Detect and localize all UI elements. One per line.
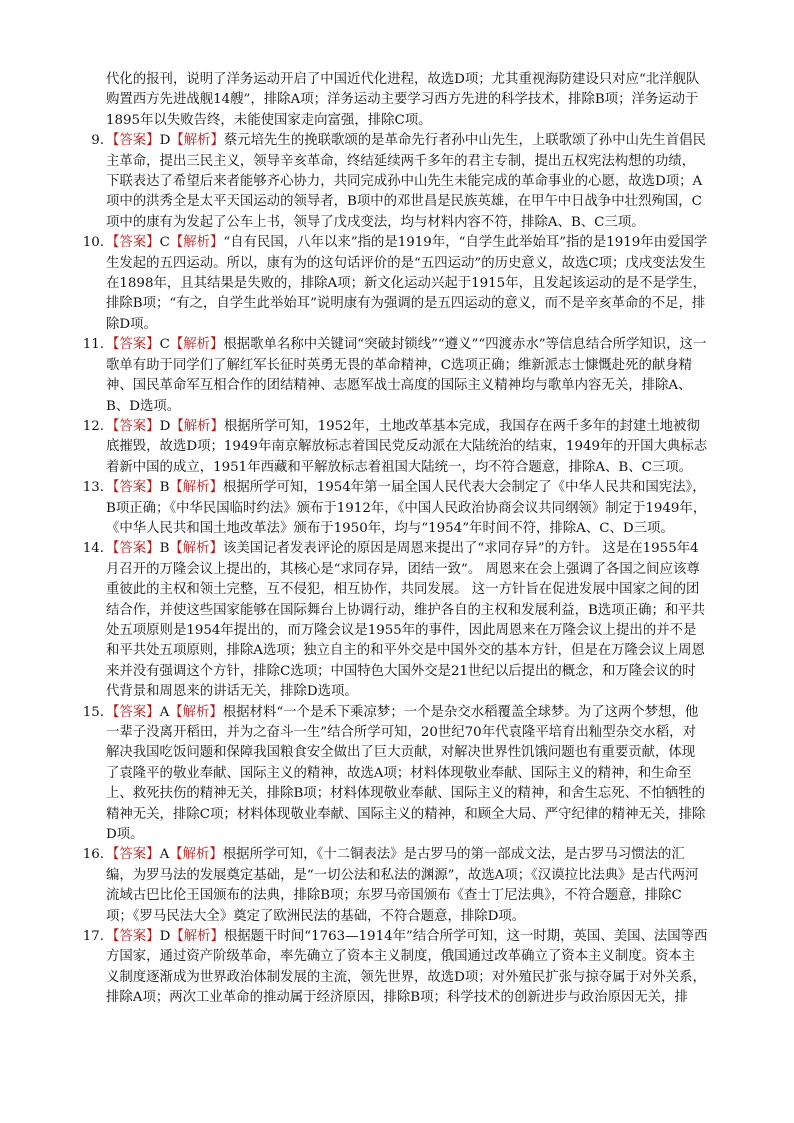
answer-letter: B [159,480,170,496]
question-number: 16. [82,847,104,863]
answer-label: 【答案】 [106,929,160,945]
question-number: 14. [82,541,104,557]
continued-paragraph: 代化的报刊，说明了洋务运动开启了中国近代化进程，故选D项；尤其重视海防建设只对应“北洋舰队购置西方先进战舰14艘”，排除A项；洋务运动主要学习西方先进的科学技术，排除B项；洋务运动于1895年以失败告终，未能使国家走向富强，排除C项。 [106,72,700,128]
question-item [80,703,708,846]
answer-label: 【答案】 [106,133,160,149]
question-list [80,131,708,1008]
analysis-text: 根据所学可知，《十二铜表法》是古罗马的第一部成文法，是古罗马习惯法的汇编，为罗马法的发展奠定基础，是“一切公法和私法的渊源”，故选A项；《汉谟拉比法典》是古代两河流域古巴比伦王国颁布的法典，排除B项；东罗马帝国颁布《查士丁尼法典》，不符合题意，排除C项；《罗马民法大全》奠定了欧洲民法的基础，不符合题意，排除D项。 [106,847,699,924]
answer-letter: B [159,541,170,557]
answer-letter: C [159,235,170,251]
answer-paragraph [106,335,708,417]
analysis-label: 【解析】 [169,704,223,720]
answer-paragraph [106,478,708,539]
answer-letter: D [159,418,171,434]
question-number: 12. [82,418,104,434]
answer-paragraph [106,845,708,927]
analysis-label: 【解析】 [169,480,223,496]
answer-paragraph [106,539,708,702]
analysis-label: 【解析】 [169,337,224,353]
analysis-label: 【解析】 [170,133,224,149]
answer-paragraph [106,131,708,233]
analysis-text: “自有民国，八年以来”指的是1919年，“自学生此举始耳”指的是1919年由爱国学生发起的五四运动。所以，康有为的这句话评价的是“五四运动”的历史意义，故选C项；戊戌变法发生在1898年，且其结果是失败的，排除A项；新文化运动兴起于1915年，且发起该运动的是不是学生，排除B项；“有之，自学生此举始耳”说明康有为强调的是五四运动的意义，而不是辛亥革命的不足，排除D项。 [106,235,708,332]
question-item [80,233,708,335]
answer-letter: D [159,929,171,945]
answer-letter: A [159,704,170,720]
question-item [80,131,708,233]
question-number: 10. [82,235,104,251]
question-item [80,335,708,417]
analysis-text: 根据所学可知，1954年第一届全国人民代表大会制定了《中华人民共和国宪法》，B项正确；《中华民国临时约法》颁布于1912年，《中国人民政治协商会议共同纲领》制定于1949年，《中华人民共和国土地改革法》颁布于1950年，均与“1954”年时间不符，排除A、C、D三项。 [106,480,707,536]
analysis-text: 根据所学可知，1952年，土地改革基本完成，我国存在两千多年的封建土地被彻底摧毁，故选D项；1949年南京解放标志着国民党反动派在大陆统治的结束，1949年的开国大典标志着新中国的成立，1951年西藏和平解放标志着祖国大陆统一，均不符合题意，排除A、B、C三项。 [106,418,708,475]
answer-paragraph [106,703,708,846]
analysis-label: 【解析】 [169,847,223,863]
answer-letter: C [159,337,170,353]
analysis-label: 【解析】 [169,235,224,251]
question-item [80,927,708,1009]
question-number: 15. [82,704,104,720]
analysis-text: 根据材料“一个是禾下乘凉梦；一个是杂交水稻覆盖全球梦。为了这两个梦想，他一辈子没离开稻田，并为之奋斗一生”结合所学可知，20世纪70年代袁隆平培育出籼型杂交水稻，对解决我国吃饭问题和保障我国粮食安全做出了巨大贡献，对解决世界性饥饿问题也有重要贡献，体现了袁隆平的敬业奉献、国际主义的精神，故选A项；材料体现敬业奉献、国际主义的精神，和生命至上、救死扶伤的精神无关，排除B项；材料体现敬业奉献、国际主义的精神，和舍生忘死、不怕牺牲的精神无关，排除C项；材料体现敬业奉献、国际主义的精神，和顾全大局、严守纪律的精神无关，排除D项。 [106,704,706,843]
answer-label: 【答案】 [106,704,160,720]
question-number: 17. [82,929,104,945]
answer-label: 【答案】 [106,541,160,557]
answer-analysis-section [80,70,708,1009]
analysis-text: 根据歌单名称中关键词“突破封锁线”“遵义”“四渡赤水”等信息结合所学知识，这一歌单有助于同学们了解红军长征时英勇无畏的革命精神，C选项正确；维新派志士慷慨赴死的献身精神、国民革命军互相合作的团结精神、志愿军战士高度的国际主义精神均与歌单内容无关，排除A、B、D选项。 [106,337,707,414]
answer-letter: A [159,847,170,863]
answer-paragraph [106,927,708,1009]
question-item [80,845,708,927]
analysis-label: 【解析】 [169,541,223,557]
question-number: 13. [82,480,104,496]
answer-paragraph [106,417,708,478]
question-item [80,417,708,478]
answer-label: 【答案】 [106,235,160,251]
answer-letter: D [159,133,171,149]
question-item [80,539,708,702]
question-number: 11. [82,337,104,353]
answer-label: 【答案】 [106,480,160,496]
question-item [80,478,708,539]
question-number: 9. [91,133,104,149]
analysis-label: 【解析】 [170,418,224,434]
analysis-text: 该美国记者发表评论的原因是周恩来提出了“求同存异”的方针。 这是在1955年4月召开的万隆会议上提出的，其核心是“求同存异，团结一致”。 周恩来在会上强调了各国之间应该尊重彼此的主权和领土完整，互不侵犯，相互协作，共同发展。 这一方针旨在促进发展中国家之间的团结合作，并使这些国家能够在国际舞台上协调行动，维护各自的主权和发展利益，B选项正确；和平共处五项原则是1954年提出的，而万隆会议是1955年的事件，因此周恩来在万隆会议上提出的并不是和平共处五项原则，排除A选项；独立自主的和平外交是中国外交的基本方针，但是在万隆会议上周恩来并没有强调这个方针，排除C选项；中国特色大国外交是21世纪以后提出的概念，和万隆会议的时代背景和周恩来的讲话无关，排除D选项。 [106,541,706,700]
answer-paragraph [106,233,708,335]
answer-label: 【答案】 [106,337,160,353]
analysis-text: 蔡元培先生的挽联歌颂的是革命先行者孙中山先生，上联歌颂了孙中山先生首倡民主革命，提出三民主义，领导辛亥革命，终结延续两千多年的君主专制，提出五权宪法构想的功绩，下联表达了希望后来者能够齐心协力，共同完成孙中山先生未能完成的革命事业的心愿，故选D项；A项中的洪秀全是太平天国运动的领导者，B项中的邓世昌是民族英雄，在甲午中日战争中壮烈殉国，C项中的康有为发起了公车上书，领导了戊戌变法，均与材料内容不符，排除A、B、C三项。 [106,133,706,230]
analysis-label: 【解析】 [170,929,224,945]
analysis-text: 根据题干时间“1763—1914年”结合所学可知，这一时期，英国、美国、法国等西方国家，通过资产阶级革命，率先确立了资本主义制度，俄国通过改革确立了资本主义制度。资本主义制度逐渐成为世界政治体制发展的主流，领先世界，故选D项；对外殖民扩张与掠夺属于对外关系，排除A项；两次工业革命的推动属于经济原因，排除B项；科学技术的创新进步与政治原因无关，排 [106,929,708,1006]
answer-label: 【答案】 [106,418,160,434]
answer-label: 【答案】 [106,847,160,863]
